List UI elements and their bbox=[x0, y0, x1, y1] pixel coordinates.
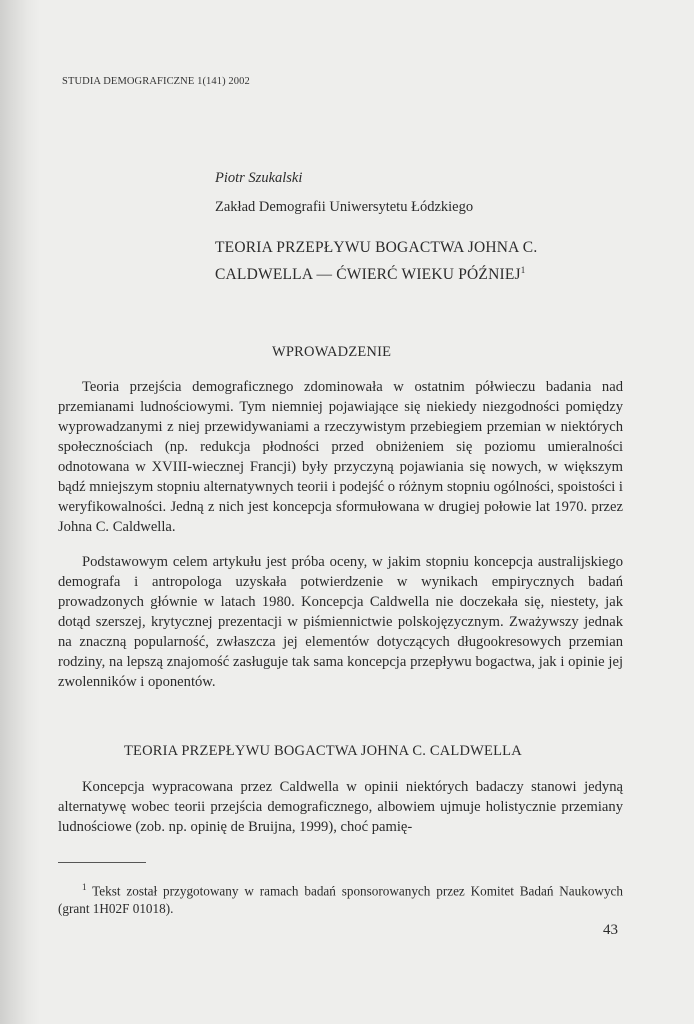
footnote-divider bbox=[58, 862, 146, 863]
author-name: Piotr Szukalski bbox=[215, 170, 303, 186]
footnote bbox=[58, 878, 623, 918]
section-heading-introduction: WPROWADZENIE bbox=[272, 344, 392, 360]
title-footnote-mark: 1 bbox=[520, 265, 526, 275]
paragraph: Koncepcja wypracowana przez Caldwella w opinii niektórych badaczy stanowi jedyną alternatywę wobec teorii przejścia demograficznego, albowiem ujmuje holistycznie przemiany ludnościowe (zob. np. opinię de Bruijna, 1999), choć pamię- bbox=[58, 779, 623, 835]
journal-header: STUDIA DEMOGRAFICZNE 1(141) 2002 bbox=[62, 76, 250, 87]
paragraph: Podstawowym celem artykułu jest próba oceny, w jakim stopniu koncepcja australijskiego demografa i antropologa uzyskała potwierdzenie w wynikach empirycznych badań prowadzonych głównie w latach 1980. Koncepcja Caldwella nie doczekała się, niestety, jak dotąd szerszej, krytycznej prezentacji w piśmiennictwie polskojęzycznym. Zważywszy jednak na znaczną popularność, zwłaszcza jej elementów dotyczących długookresowych przemian rodziny, na lepszą znajomość zasługuje tak sama koncepcja przepływu bogactwa, jak i opinie jej zwolenników i oponentów. bbox=[58, 554, 623, 690]
paper-title-text: TEORIA PRZEPŁYWU BOGACTWA JOHNA C. CALDWELLA — ĆWIERĆ WIEKU PÓŹNIEJ bbox=[215, 239, 538, 284]
paper-title bbox=[215, 237, 605, 286]
section-heading-theory: TEORIA PRZEPŁYWU BOGACTWA JOHNA C. CALDWELLA bbox=[124, 743, 522, 759]
footnote-mark: 1 bbox=[82, 882, 87, 892]
paragraph: Teoria przejścia demograficznego zdominowała w ostatnim półwieczu badania nad przemianami ludnościowymi. Tym niemniej pojawiające się niekiedy niezgodności pomiędzy wyprowadzanymi z niej przewidywaniami a rzeczywistym przebiegiem przemian w niektórych społecznościach (np. redukcja płodności przed obniżeniem się poziomu umieralności odnotowana w XVIII-wiecznej Francji) były przyczyną pojawiania się nowych, w większym bądź mniejszym stopniu alternatywnych teorii i podejść o różnym stopniu ogólności, spoistości i weryfikowalności. Jedną z nich jest koncepcja sformułowana w drugiej połowie lat 1970. przez Johna C. Caldwella. bbox=[58, 379, 623, 535]
page-number: 43 bbox=[603, 922, 618, 938]
author-affiliation: Zakład Demografii Uniwersytetu Łódzkiego bbox=[215, 199, 474, 215]
footnote-text: Tekst został przygotowany w ramach badań sponsorowanych przez Komitet Badań Naukowych (grant 1H02F 01018). bbox=[58, 883, 623, 917]
